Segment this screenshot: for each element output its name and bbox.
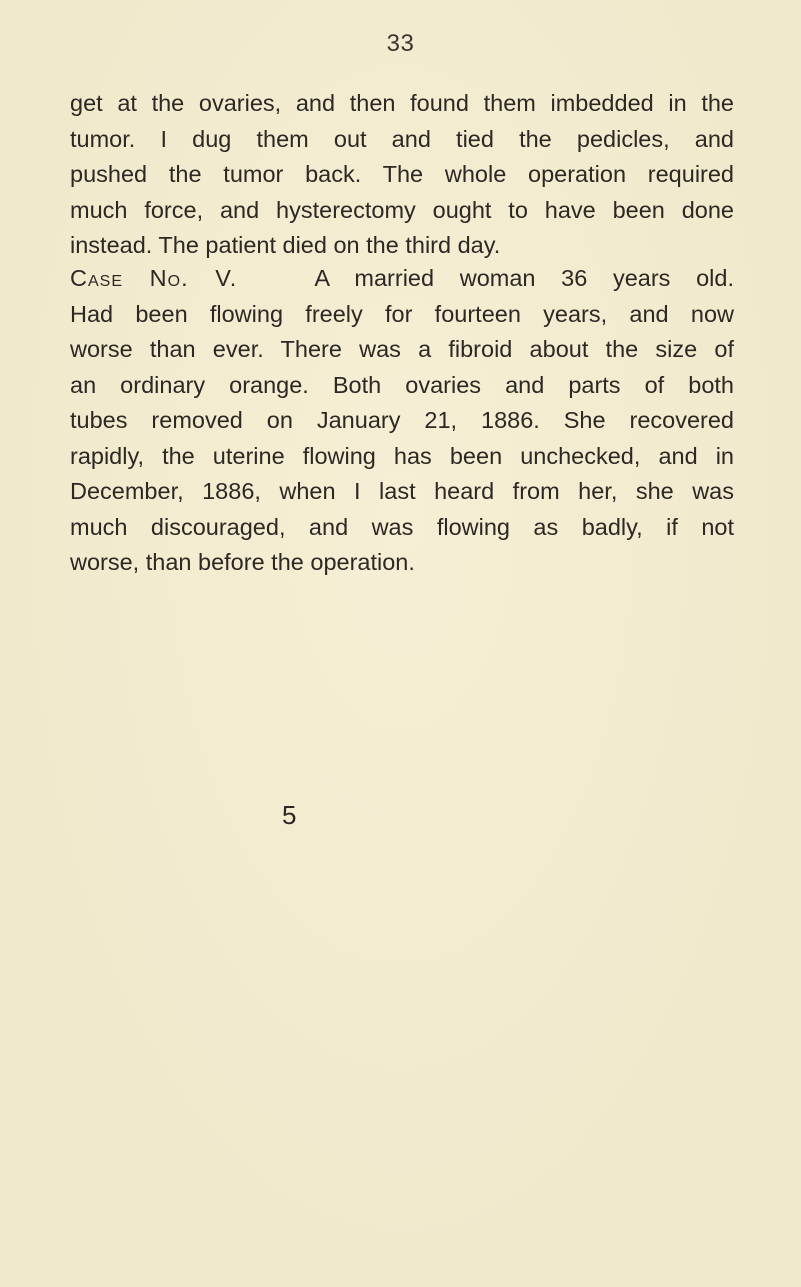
text-line: much discouraged, and was flowing as badly, if not — [70, 513, 734, 540]
signature-mark: 5 — [282, 800, 297, 830]
text-line: worse than ever. There was a fibroid about the size of — [70, 336, 734, 362]
text-line: rapidly, the uterine flowing has been unchecked, and in — [70, 442, 734, 469]
text-line: instead. The patient died on the third day. — [70, 232, 501, 258]
paragraph-case-v — [70, 261, 734, 581]
text-line: pushed the tumor back. The whole operation required — [70, 161, 734, 187]
paragraph-case-iv-conclusion — [70, 86, 734, 264]
text-line: get at the ovaries, and then found them imbedded in the — [70, 90, 734, 116]
text-line: A married woman 36 years old. — [314, 265, 734, 291]
case-heading: Case No. V. — [70, 265, 238, 291]
text-line-with-case-heading — [70, 261, 734, 297]
page-number: 33 — [386, 30, 415, 57]
text-line: much force, and hysterectomy ought to have been done — [70, 196, 734, 223]
text-line: tubes removed on January 21, 1886. She recovered — [70, 407, 734, 433]
text-line: an ordinary orange. Both ovaries and parts of both — [70, 371, 734, 398]
text-line: Had been flowing freely for fourteen years, and now — [70, 300, 734, 327]
text-line: worse, than before the operation. — [70, 549, 415, 575]
text-line: December, 1886, when I last heard from her, she was — [70, 478, 734, 504]
text-line: tumor. I dug them out and tied the pedicles, and — [70, 125, 734, 152]
